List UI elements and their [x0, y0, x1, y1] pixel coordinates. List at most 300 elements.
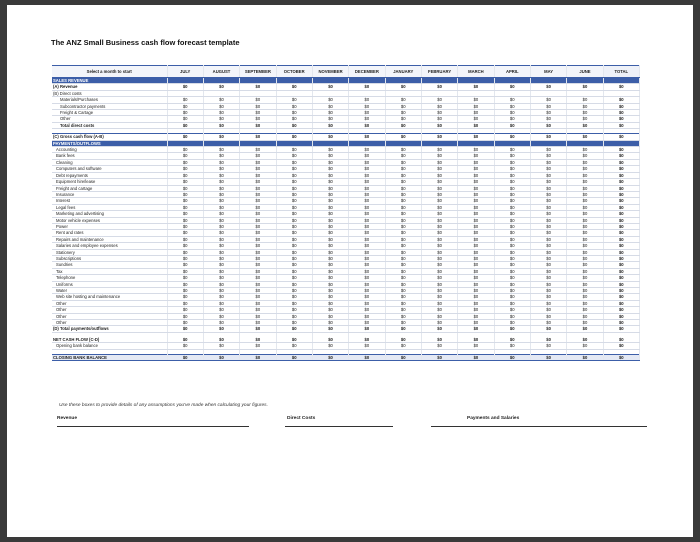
- amount-cell[interactable]: $0: [349, 268, 385, 274]
- amount-cell[interactable]: $0: [603, 97, 639, 103]
- amount-cell[interactable]: $0: [458, 288, 494, 294]
- amount-cell[interactable]: $0: [567, 191, 603, 197]
- amount-cell[interactable]: $0: [421, 97, 457, 103]
- amount-cell[interactable]: $0: [603, 354, 639, 360]
- amount-cell[interactable]: $0: [240, 230, 276, 236]
- amount-cell[interactable]: $0: [312, 159, 348, 165]
- amount-cell[interactable]: $0: [530, 281, 566, 287]
- direct-costs-notes-line[interactable]: [285, 426, 393, 427]
- amount-cell[interactable]: $0: [312, 313, 348, 319]
- amount-cell[interactable]: $0: [203, 307, 239, 313]
- amount-cell[interactable]: $0: [240, 249, 276, 255]
- amount-cell[interactable]: $0: [385, 326, 421, 332]
- amount-cell[interactable]: $0: [276, 343, 312, 349]
- amount-cell[interactable]: $0: [567, 103, 603, 109]
- amount-cell[interactable]: $0: [349, 217, 385, 223]
- amount-cell[interactable]: $0: [530, 217, 566, 223]
- amount-cell[interactable]: $0: [312, 84, 348, 90]
- amount-cell[interactable]: $0: [312, 294, 348, 300]
- amount-cell[interactable]: $0: [312, 185, 348, 191]
- amount-cell[interactable]: $0: [494, 262, 530, 268]
- amount-cell[interactable]: $0: [276, 110, 312, 116]
- amount-cell[interactable]: $0: [203, 147, 239, 153]
- amount-cell[interactable]: $0: [458, 134, 494, 140]
- amount-cell[interactable]: $0: [203, 153, 239, 159]
- amount-cell[interactable]: $0: [530, 255, 566, 261]
- amount-cell[interactable]: $0: [567, 223, 603, 229]
- amount-cell[interactable]: $0: [421, 249, 457, 255]
- amount-cell[interactable]: $0: [276, 300, 312, 306]
- amount-cell[interactable]: $0: [312, 354, 348, 360]
- amount-cell[interactable]: $0: [167, 326, 203, 332]
- amount-cell[interactable]: $0: [530, 84, 566, 90]
- amount-cell[interactable]: $0: [312, 217, 348, 223]
- amount-cell[interactable]: $0: [494, 103, 530, 109]
- amount-cell[interactable]: $0: [276, 223, 312, 229]
- amount-cell[interactable]: $0: [421, 255, 457, 261]
- amount-cell[interactable]: $0: [421, 268, 457, 274]
- amount-cell[interactable]: $0: [530, 307, 566, 313]
- amount-cell[interactable]: $0: [240, 116, 276, 122]
- amount-cell[interactable]: $0: [240, 185, 276, 191]
- amount-cell[interactable]: $0: [567, 294, 603, 300]
- amount-cell[interactable]: $0: [203, 326, 239, 332]
- amount-cell[interactable]: $0: [240, 217, 276, 223]
- amount-cell[interactable]: $0: [349, 211, 385, 217]
- amount-cell[interactable]: $0: [276, 243, 312, 249]
- amount-cell[interactable]: $0: [385, 134, 421, 140]
- amount-cell[interactable]: $0: [203, 110, 239, 116]
- amount-cell[interactable]: $0: [603, 103, 639, 109]
- amount-cell[interactable]: $0: [167, 320, 203, 326]
- amount-cell[interactable]: $0: [276, 217, 312, 223]
- amount-cell[interactable]: $0: [312, 166, 348, 172]
- amount-cell[interactable]: $0: [603, 343, 639, 349]
- amount-cell[interactable]: $0: [494, 172, 530, 178]
- amount-cell[interactable]: $0: [240, 320, 276, 326]
- amount-cell[interactable]: $0: [240, 159, 276, 165]
- amount-cell[interactable]: $0: [203, 97, 239, 103]
- amount-cell[interactable]: $0: [494, 166, 530, 172]
- amount-cell[interactable]: $0: [349, 354, 385, 360]
- amount-cell[interactable]: $0: [167, 288, 203, 294]
- amount-cell[interactable]: $0: [567, 275, 603, 281]
- amount-cell[interactable]: $0: [349, 191, 385, 197]
- amount-cell[interactable]: $0: [349, 255, 385, 261]
- amount-cell[interactable]: $0: [240, 110, 276, 116]
- amount-cell[interactable]: $0: [567, 337, 603, 343]
- amount-cell[interactable]: $0: [458, 204, 494, 210]
- amount-cell[interactable]: $0: [603, 179, 639, 185]
- amount-cell[interactable]: $0: [203, 320, 239, 326]
- amount-cell[interactable]: $0: [276, 172, 312, 178]
- amount-cell[interactable]: $0: [494, 122, 530, 128]
- amount-cell[interactable]: $0: [385, 103, 421, 109]
- amount-cell[interactable]: $0: [312, 179, 348, 185]
- amount-cell[interactable]: $0: [603, 294, 639, 300]
- amount-cell[interactable]: $0: [203, 122, 239, 128]
- amount-cell[interactable]: $0: [276, 307, 312, 313]
- amount-cell[interactable]: $0: [385, 249, 421, 255]
- amount-cell[interactable]: $0: [567, 217, 603, 223]
- amount-cell[interactable]: $0: [203, 288, 239, 294]
- amount-cell[interactable]: $0: [203, 313, 239, 319]
- amount-cell[interactable]: $0: [203, 185, 239, 191]
- amount-cell[interactable]: $0: [494, 230, 530, 236]
- amount-cell[interactable]: $0: [494, 116, 530, 122]
- amount-cell[interactable]: $0: [458, 116, 494, 122]
- amount-cell[interactable]: $0: [276, 122, 312, 128]
- amount-cell[interactable]: $0: [240, 153, 276, 159]
- amount-cell[interactable]: $0: [458, 166, 494, 172]
- amount-cell[interactable]: $0: [240, 281, 276, 287]
- amount-cell[interactable]: $0: [530, 204, 566, 210]
- amount-cell[interactable]: $0: [530, 320, 566, 326]
- amount-cell[interactable]: $0: [567, 153, 603, 159]
- amount-cell[interactable]: $0: [567, 243, 603, 249]
- amount-cell[interactable]: $0: [494, 320, 530, 326]
- amount-cell[interactable]: $0: [530, 134, 566, 140]
- amount-cell[interactable]: $0: [494, 217, 530, 223]
- amount-cell[interactable]: $0: [385, 268, 421, 274]
- amount-cell[interactable]: $0: [385, 179, 421, 185]
- amount-cell[interactable]: $0: [458, 275, 494, 281]
- amount-cell[interactable]: $0: [385, 166, 421, 172]
- amount-cell[interactable]: $0: [494, 275, 530, 281]
- amount-cell[interactable]: $0: [603, 116, 639, 122]
- amount-cell[interactable]: $0: [421, 185, 457, 191]
- amount-cell[interactable]: $0: [603, 307, 639, 313]
- amount-cell[interactable]: $0: [240, 172, 276, 178]
- amount-cell[interactable]: $0: [494, 191, 530, 197]
- amount-cell[interactable]: $0: [494, 185, 530, 191]
- amount-cell[interactable]: $0: [567, 147, 603, 153]
- amount-cell[interactable]: $0: [349, 275, 385, 281]
- amount-cell[interactable]: $0: [385, 255, 421, 261]
- amount-cell[interactable]: $0: [167, 337, 203, 343]
- amount-cell[interactable]: $0: [312, 320, 348, 326]
- amount-cell[interactable]: $0: [458, 172, 494, 178]
- amount-cell[interactable]: $0: [349, 198, 385, 204]
- amount-cell[interactable]: $0: [458, 153, 494, 159]
- amount-cell[interactable]: $0: [421, 103, 457, 109]
- amount-cell[interactable]: $0: [603, 288, 639, 294]
- amount-cell[interactable]: $0: [276, 230, 312, 236]
- amount-cell[interactable]: $0: [421, 343, 457, 349]
- amount-cell[interactable]: $0: [567, 230, 603, 236]
- amount-cell[interactable]: $0: [276, 198, 312, 204]
- amount-cell[interactable]: $0: [567, 110, 603, 116]
- amount-cell[interactable]: $0: [240, 337, 276, 343]
- amount-cell[interactable]: $0: [167, 198, 203, 204]
- amount-cell[interactable]: $0: [530, 198, 566, 204]
- amount-cell[interactable]: $0: [494, 268, 530, 274]
- amount-cell[interactable]: $0: [458, 294, 494, 300]
- amount-cell[interactable]: $0: [276, 255, 312, 261]
- amount-cell[interactable]: $0: [458, 281, 494, 287]
- amount-cell[interactable]: $0: [421, 191, 457, 197]
- amount-cell[interactable]: $0: [458, 268, 494, 274]
- amount-cell[interactable]: $0: [167, 204, 203, 210]
- amount-cell[interactable]: $0: [203, 300, 239, 306]
- amount-cell[interactable]: $0: [312, 122, 348, 128]
- amount-cell[interactable]: $0: [349, 204, 385, 210]
- amount-cell[interactable]: $0: [385, 217, 421, 223]
- amount-cell[interactable]: $0: [312, 97, 348, 103]
- amount-cell[interactable]: $0: [494, 159, 530, 165]
- amount-cell[interactable]: $0: [203, 268, 239, 274]
- amount-cell[interactable]: $0: [494, 153, 530, 159]
- amount-cell[interactable]: $0: [349, 153, 385, 159]
- amount-cell[interactable]: $0: [530, 122, 566, 128]
- amount-cell[interactable]: $0: [567, 268, 603, 274]
- amount-cell[interactable]: $0: [603, 159, 639, 165]
- amount-cell[interactable]: $0: [385, 307, 421, 313]
- amount-cell[interactable]: $0: [240, 275, 276, 281]
- amount-cell[interactable]: $0: [349, 230, 385, 236]
- amount-cell[interactable]: $0: [349, 166, 385, 172]
- amount-cell[interactable]: $0: [349, 281, 385, 287]
- amount-cell[interactable]: $0: [458, 326, 494, 332]
- amount-cell[interactable]: $0: [349, 103, 385, 109]
- amount-cell[interactable]: $0: [567, 343, 603, 349]
- amount-cell[interactable]: $0: [458, 185, 494, 191]
- amount-cell[interactable]: $0: [385, 159, 421, 165]
- amount-cell[interactable]: $0: [421, 236, 457, 242]
- amount-cell[interactable]: $0: [421, 275, 457, 281]
- amount-cell[interactable]: $0: [494, 84, 530, 90]
- amount-cell[interactable]: $0: [421, 116, 457, 122]
- amount-cell[interactable]: $0: [276, 294, 312, 300]
- amount-cell[interactable]: $0: [494, 326, 530, 332]
- amount-cell[interactable]: $0: [530, 337, 566, 343]
- amount-cell[interactable]: $0: [312, 275, 348, 281]
- amount-cell[interactable]: $0: [421, 313, 457, 319]
- amount-cell[interactable]: $0: [458, 230, 494, 236]
- amount-cell[interactable]: $0: [167, 255, 203, 261]
- amount-cell[interactable]: $0: [349, 300, 385, 306]
- amount-cell[interactable]: $0: [167, 84, 203, 90]
- amount-cell[interactable]: $0: [167, 179, 203, 185]
- amount-cell[interactable]: $0: [494, 204, 530, 210]
- amount-cell[interactable]: $0: [385, 122, 421, 128]
- amount-cell[interactable]: $0: [567, 97, 603, 103]
- amount-cell[interactable]: $0: [312, 307, 348, 313]
- amount-cell[interactable]: $0: [167, 294, 203, 300]
- amount-cell[interactable]: $0: [530, 116, 566, 122]
- amount-cell[interactable]: $0: [421, 354, 457, 360]
- amount-cell[interactable]: $0: [530, 243, 566, 249]
- amount-cell[interactable]: $0: [349, 307, 385, 313]
- amount-cell[interactable]: $0: [349, 97, 385, 103]
- amount-cell[interactable]: $0: [167, 268, 203, 274]
- amount-cell[interactable]: $0: [385, 172, 421, 178]
- amount-cell[interactable]: $0: [421, 300, 457, 306]
- amount-cell[interactable]: $0: [530, 294, 566, 300]
- amount-cell[interactable]: $0: [567, 134, 603, 140]
- amount-cell[interactable]: $0: [603, 249, 639, 255]
- amount-cell[interactable]: $0: [421, 153, 457, 159]
- amount-cell[interactable]: $0: [312, 134, 348, 140]
- amount-cell[interactable]: $0: [276, 313, 312, 319]
- amount-cell[interactable]: $0: [312, 255, 348, 261]
- amount-cell[interactable]: $0: [276, 147, 312, 153]
- amount-cell[interactable]: $0: [494, 97, 530, 103]
- amount-cell[interactable]: $0: [203, 262, 239, 268]
- amount-cell[interactable]: $0: [349, 110, 385, 116]
- amount-cell[interactable]: $0: [240, 300, 276, 306]
- amount-cell[interactable]: $0: [421, 110, 457, 116]
- amount-cell[interactable]: $0: [530, 211, 566, 217]
- amount-cell[interactable]: $0: [167, 172, 203, 178]
- amount-cell[interactable]: $0: [385, 223, 421, 229]
- amount-cell[interactable]: $0: [567, 313, 603, 319]
- amount-cell[interactable]: $0: [276, 236, 312, 242]
- amount-cell[interactable]: $0: [312, 281, 348, 287]
- amount-cell[interactable]: $0: [494, 307, 530, 313]
- amount-cell[interactable]: $0: [203, 275, 239, 281]
- amount-cell[interactable]: $0: [530, 191, 566, 197]
- amount-cell[interactable]: $0: [312, 288, 348, 294]
- amount-cell[interactable]: $0: [603, 230, 639, 236]
- amount-cell[interactable]: $0: [567, 198, 603, 204]
- amount-cell[interactable]: $0: [567, 204, 603, 210]
- amount-cell[interactable]: $0: [312, 230, 348, 236]
- amount-cell[interactable]: $0: [530, 326, 566, 332]
- amount-cell[interactable]: $0: [240, 294, 276, 300]
- amount-cell[interactable]: $0: [458, 307, 494, 313]
- amount-cell[interactable]: $0: [603, 255, 639, 261]
- amount-cell[interactable]: $0: [349, 134, 385, 140]
- amount-cell[interactable]: $0: [567, 211, 603, 217]
- amount-cell[interactable]: $0: [530, 354, 566, 360]
- amount-cell[interactable]: $0: [276, 262, 312, 268]
- amount-cell[interactable]: $0: [603, 122, 639, 128]
- amount-cell[interactable]: $0: [603, 281, 639, 287]
- amount-cell[interactable]: $0: [494, 223, 530, 229]
- amount-cell[interactable]: $0: [167, 134, 203, 140]
- revenue-notes-line[interactable]: [57, 426, 249, 427]
- amount-cell[interactable]: $0: [530, 153, 566, 159]
- amount-cell[interactable]: $0: [421, 288, 457, 294]
- amount-cell[interactable]: $0: [203, 343, 239, 349]
- amount-cell[interactable]: $0: [494, 255, 530, 261]
- amount-cell[interactable]: $0: [530, 236, 566, 242]
- amount-cell[interactable]: $0: [276, 159, 312, 165]
- amount-cell[interactable]: $0: [203, 255, 239, 261]
- amount-cell[interactable]: $0: [603, 198, 639, 204]
- amount-cell[interactable]: $0: [421, 122, 457, 128]
- amount-cell[interactable]: $0: [349, 343, 385, 349]
- amount-cell[interactable]: $0: [312, 236, 348, 242]
- amount-cell[interactable]: $0: [385, 110, 421, 116]
- amount-cell[interactable]: $0: [385, 185, 421, 191]
- amount-cell[interactable]: $0: [603, 268, 639, 274]
- amount-cell[interactable]: $0: [458, 191, 494, 197]
- amount-cell[interactable]: $0: [312, 191, 348, 197]
- amount-cell[interactable]: $0: [458, 337, 494, 343]
- amount-cell[interactable]: $0: [567, 159, 603, 165]
- amount-cell[interactable]: $0: [494, 236, 530, 242]
- amount-cell[interactable]: $0: [203, 134, 239, 140]
- amount-cell[interactable]: $0: [530, 230, 566, 236]
- amount-cell[interactable]: $0: [494, 179, 530, 185]
- amount-cell[interactable]: $0: [203, 103, 239, 109]
- amount-cell[interactable]: $0: [458, 262, 494, 268]
- amount-cell[interactable]: $0: [421, 166, 457, 172]
- amount-cell[interactable]: $0: [567, 326, 603, 332]
- amount-cell[interactable]: $0: [203, 243, 239, 249]
- amount-cell[interactable]: $0: [240, 122, 276, 128]
- amount-cell[interactable]: $0: [603, 236, 639, 242]
- amount-cell[interactable]: $0: [276, 166, 312, 172]
- amount-cell[interactable]: $0: [494, 313, 530, 319]
- amount-cell[interactable]: $0: [167, 166, 203, 172]
- amount-cell[interactable]: $0: [240, 262, 276, 268]
- amount-cell[interactable]: $0: [458, 122, 494, 128]
- amount-cell[interactable]: $0: [312, 204, 348, 210]
- amount-cell[interactable]: $0: [567, 116, 603, 122]
- amount-cell[interactable]: $0: [240, 166, 276, 172]
- amount-cell[interactable]: $0: [494, 294, 530, 300]
- amount-cell[interactable]: $0: [276, 268, 312, 274]
- amount-cell[interactable]: $0: [276, 326, 312, 332]
- amount-cell[interactable]: $0: [530, 288, 566, 294]
- amount-cell[interactable]: $0: [276, 84, 312, 90]
- amount-cell[interactable]: $0: [385, 191, 421, 197]
- amount-cell[interactable]: $0: [349, 179, 385, 185]
- amount-cell[interactable]: $0: [603, 262, 639, 268]
- amount-cell[interactable]: $0: [458, 84, 494, 90]
- amount-cell[interactable]: $0: [276, 103, 312, 109]
- amount-cell[interactable]: $0: [385, 116, 421, 122]
- amount-cell[interactable]: $0: [240, 326, 276, 332]
- amount-cell[interactable]: $0: [312, 337, 348, 343]
- amount-cell[interactable]: $0: [494, 288, 530, 294]
- amount-cell[interactable]: $0: [349, 172, 385, 178]
- amount-cell[interactable]: $0: [458, 179, 494, 185]
- amount-cell[interactable]: $0: [603, 217, 639, 223]
- amount-cell[interactable]: $0: [494, 147, 530, 153]
- amount-cell[interactable]: $0: [385, 243, 421, 249]
- amount-cell[interactable]: $0: [458, 255, 494, 261]
- amount-cell[interactable]: $0: [167, 262, 203, 268]
- amount-cell[interactable]: $0: [276, 337, 312, 343]
- amount-cell[interactable]: $0: [421, 198, 457, 204]
- payments-salaries-notes-line[interactable]: [431, 426, 647, 427]
- amount-cell[interactable]: $0: [567, 307, 603, 313]
- amount-cell[interactable]: $0: [458, 211, 494, 217]
- amount-cell[interactable]: $0: [567, 300, 603, 306]
- amount-cell[interactable]: $0: [203, 191, 239, 197]
- amount-cell[interactable]: $0: [385, 97, 421, 103]
- amount-cell[interactable]: $0: [458, 243, 494, 249]
- amount-cell[interactable]: $0: [530, 313, 566, 319]
- amount-cell[interactable]: $0: [167, 217, 203, 223]
- amount-cell[interactable]: $0: [167, 153, 203, 159]
- amount-cell[interactable]: $0: [458, 343, 494, 349]
- amount-cell[interactable]: $0: [421, 307, 457, 313]
- amount-cell[interactable]: $0: [567, 281, 603, 287]
- amount-cell[interactable]: $0: [203, 337, 239, 343]
- amount-cell[interactable]: $0: [167, 354, 203, 360]
- amount-cell[interactable]: $0: [385, 147, 421, 153]
- amount-cell[interactable]: $0: [240, 236, 276, 242]
- amount-cell[interactable]: $0: [603, 185, 639, 191]
- amount-cell[interactable]: $0: [603, 147, 639, 153]
- amount-cell[interactable]: $0: [421, 326, 457, 332]
- amount-cell[interactable]: $0: [167, 223, 203, 229]
